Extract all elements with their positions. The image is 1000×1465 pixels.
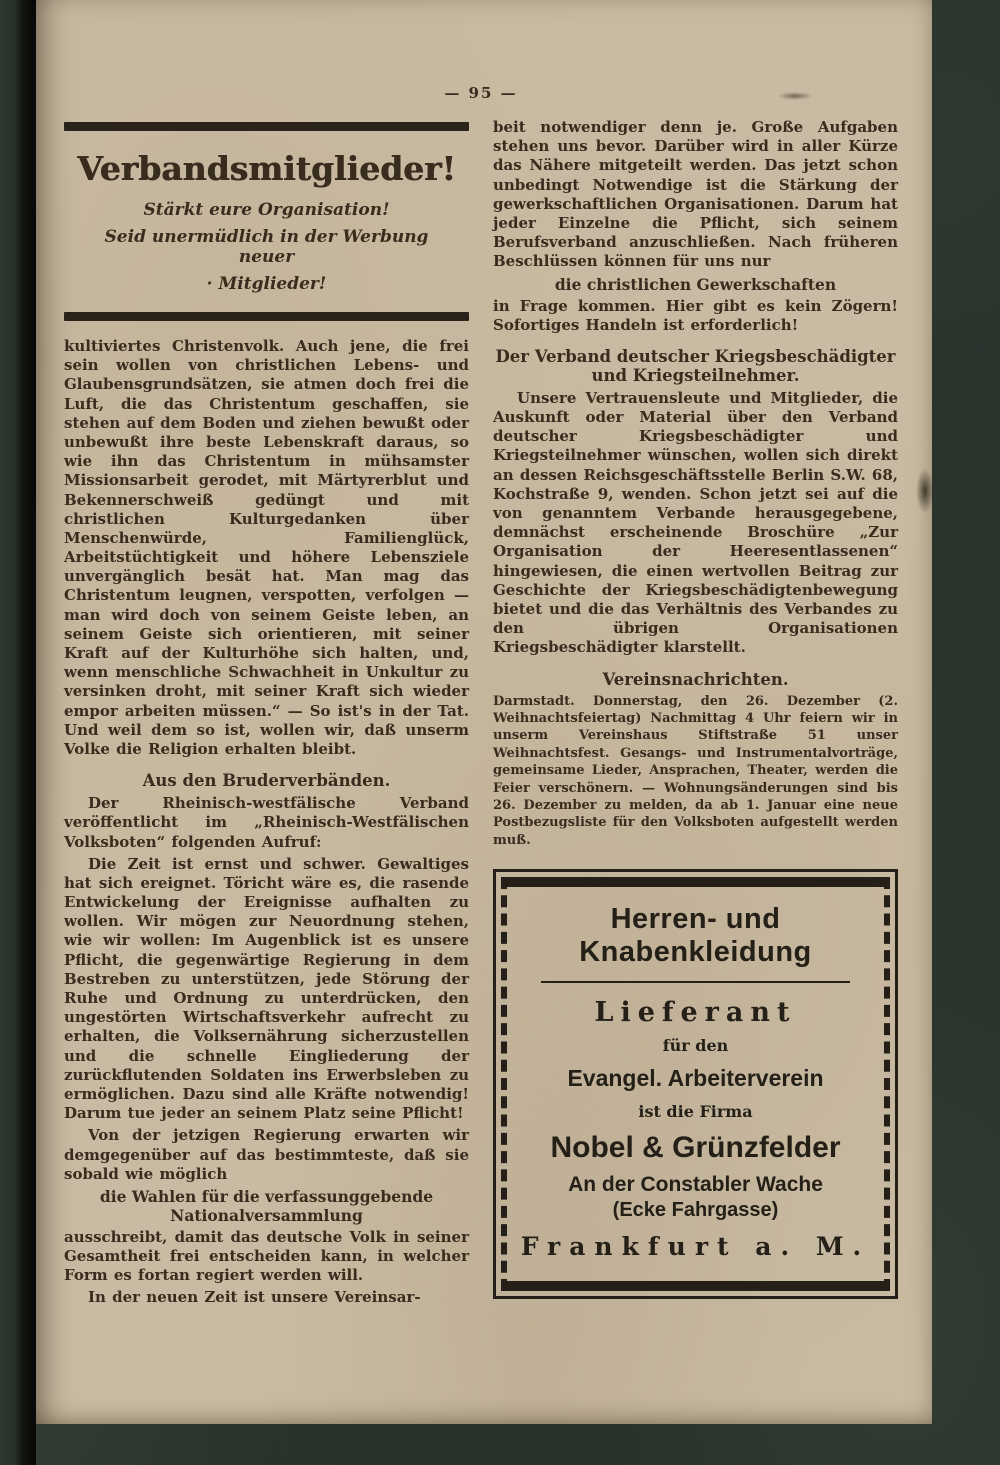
- page-number: — 95 —: [444, 84, 518, 102]
- rule-bar-top: [64, 122, 469, 131]
- left-column: [64, 118, 469, 1311]
- advertisement-content: [507, 887, 884, 1281]
- article-paragraph: kultiviertes Christenvolk. Auch jene, die frei sein wollen von christlichen Lebens- und Glaubensgrundsätzen, sie atmen doch frei die Luft, die das Christentum geschaffen, sie stehen auf dem Boden und ziehen bewußt oder unbewußt ihre beste Lebenskraft daraus, so wie ihn das Christentum in mühsamster Missionsarbeit gerodet, mit Märtyrerblut und Bekennerschweiß gedüngt und mit christlichen Kulturgedanken über Menschenwürde, Familienglück, Arbeitstüchtigkeit und höhere Lebensziele unvergänglich besät hat. Man mag das Christentum leugnen, verspotten, verfolgen — man wird doch von seinem Geiste leben, an seinem Geiste sich orientieren, mit seiner Kraft auf der Kulturhöhe sich halten, und, wenn menschliche Schwachheit in Unkultur zu versinken droht, mit seiner Kraft sich wieder empor arbeiten müssen.“ — So ist's in der Tat. Und weil dem so ist, wollen wir, daß unserm Volke die Religion erhalten bleibt.: [64, 337, 469, 758]
- ad-divider-rule: [541, 981, 850, 983]
- ad-rule-bar-bottom: [507, 1281, 884, 1291]
- vereinsnachrichten-paragraph: [493, 693, 898, 850]
- emphasis-wahlen: die Wahlen für die verfassunggebende Nationalversammlung: [99, 1186, 434, 1225]
- advertisement-frame: [501, 877, 890, 1291]
- notice-line-2: Seid unermüdlich in der Werbung neuer: [104, 227, 429, 267]
- page-content: [36, 0, 932, 1311]
- paper-page: [36, 0, 932, 1424]
- ad-headline: Herren- und Knabenkleidung: [579, 903, 812, 969]
- city-lead: Darmstadt.: [493, 693, 575, 709]
- vereinsnachrichten-text: Donnerstag, den 26. Dezember (2. Weihnachtsfeiertag) Nachmittag 4 Uhr feiern wir in unserm Vereinshaus Stiftstraße 51 unser Weihnachtsfest. Gesangs- und Instrumentalvorträge, gemeinsame Lieder, Ansprachen, Theater, werden die Feier verschönern. — Wohnungsänderungen sind bis 26. Dezember zu melden, da ab 1. Januar eine neue Postbezugsliste für den Volksboten aufgestellt werden muß.: [493, 693, 898, 848]
- section-heading-bruderverbaende: Aus den Bruderverbänden.: [142, 771, 391, 791]
- ad-address-line1: An der Constabler Wache: [568, 1173, 823, 1197]
- article-paragraph: beit notwendiger denn je. Große Aufgaben stehen uns bevor. Darüber wird in aller Kürze das Nähere mitgeteilt werden. Das jetzt schon unbedingt Notwendige ist die Stärkung der gewerkschaftlichen Organisationen. Darum hat jeder Einzelne die Pflicht, sich seinem Berufsverband anzuschließen. Nach früheren Beschlüssen können für uns nur: [493, 118, 898, 271]
- notice-line-3: · Mitglieder!: [206, 274, 327, 294]
- article-paragraph: Der Rheinisch-westfälische Verband veröffentlicht im „Rheinisch-Westfälischen Volksboten“ folgenden Aufruf:: [64, 794, 469, 851]
- article-paragraph: Von der jetzigen Regierung erwarten wir demgegenüber auf das bestimmteste, daß sie sobald wie möglich: [64, 1126, 469, 1183]
- section-heading-kriegsbeschaedigte: Der Verband deutscher Kriegsbeschädigter und Kriegsteilnehmer.: [495, 346, 896, 385]
- ad-lieferant: Lieferant: [594, 997, 797, 1029]
- ad-address-line2: (Ecke Fahrgasse): [612, 1199, 779, 1222]
- right-column: [493, 118, 898, 1311]
- emphasis-gewerkschaften: die christlichen Gewerkschaften: [554, 274, 837, 294]
- rule-bar-bottom: [64, 312, 469, 321]
- section-heading-vereinsnachrichten: Vereinsnachrichten.: [602, 669, 789, 689]
- ad-arbeiterverein: Evangel. Arbeiterverein: [567, 1065, 824, 1092]
- ad-fuer-den: für den: [662, 1036, 729, 1056]
- ad-rule-bar-top: [507, 877, 884, 887]
- notice-box: [64, 122, 469, 321]
- ad-city: Frankfurt a. M.: [520, 1232, 871, 1262]
- notice-title: Verbandsmitglieder!: [77, 149, 456, 188]
- article-paragraph: Die Zeit ist ernst und schwer. Gewaltiges hat sich ereignet. Töricht wäre es, die rasende Entwickelung der Ereignisse aufhalten zu wollen. Wir mögen zur Neuordnung stehen, wie wir wollen: Im Augenblick ist es unsere Pflicht, die gegenwärtige Regierung in dem Bestreben zu unterstützen, jede Störung der Ruhe und Ordnung zu unterdrücken, den ungestörten Wirtschaftsverkehr aufrecht zu erhalten, die Volksernährung sicherzustellen und die schnelle Eingliederung der zurückflutenden Soldaten ins Erwerbsleben zu ermöglichen. Dazu sind alle Kräfte notwendig! Darum tue jeder an seinem Platz seine Pflicht!: [64, 854, 469, 1123]
- article-paragraph: Unsere Vertrauensleute und Mitglieder, die Auskunft oder Material über den Verband deutscher Kriegsbeschädigter und Kriegsteilnehmer wünschen, wollen sich direkt an dessen Reichsgeschäftsstelle Berlin S.W. 68, Kochstraße 9, wenden. Schon jetzt sei auf die von genanntem Verbande herausgegebene, demnächst erscheinende Broschüre „Zur Organisation der Heeresentlassenen“ hingewiesen, die einen wertvollen Beitrag zur Geschichte der Kriegsbeschädigtenbewegung bietet und die das Verhältnis des Verbandes zu den übrigen Organisationen Kriegsbeschädigter klarstellt.: [493, 388, 898, 657]
- notice-line-1: Stärkt eure Organisation!: [143, 200, 390, 220]
- ad-firm-name: Nobel & Grünzfelder: [550, 1131, 841, 1165]
- smudge-mark: [778, 92, 812, 100]
- two-column-layout: [64, 118, 898, 1311]
- article-paragraph: ausschreibt, damit das deutsche Volk in seiner Gesamtheit frei entscheiden kann, in welcher Form es fortan regiert werden will.: [64, 1227, 469, 1285]
- ink-stain: [916, 468, 934, 514]
- advertisement-box: [493, 869, 898, 1299]
- ad-ist-die-firma: ist die Firma: [638, 1102, 753, 1122]
- article-paragraph: in Frage kommen. Hier gibt es kein Zögern! Sofortiges Handeln ist erforderlich!: [493, 296, 898, 334]
- book-spine: [0, 0, 36, 1465]
- article-paragraph: In der neuen Zeit ist unsere Vereinsar-: [88, 1288, 421, 1307]
